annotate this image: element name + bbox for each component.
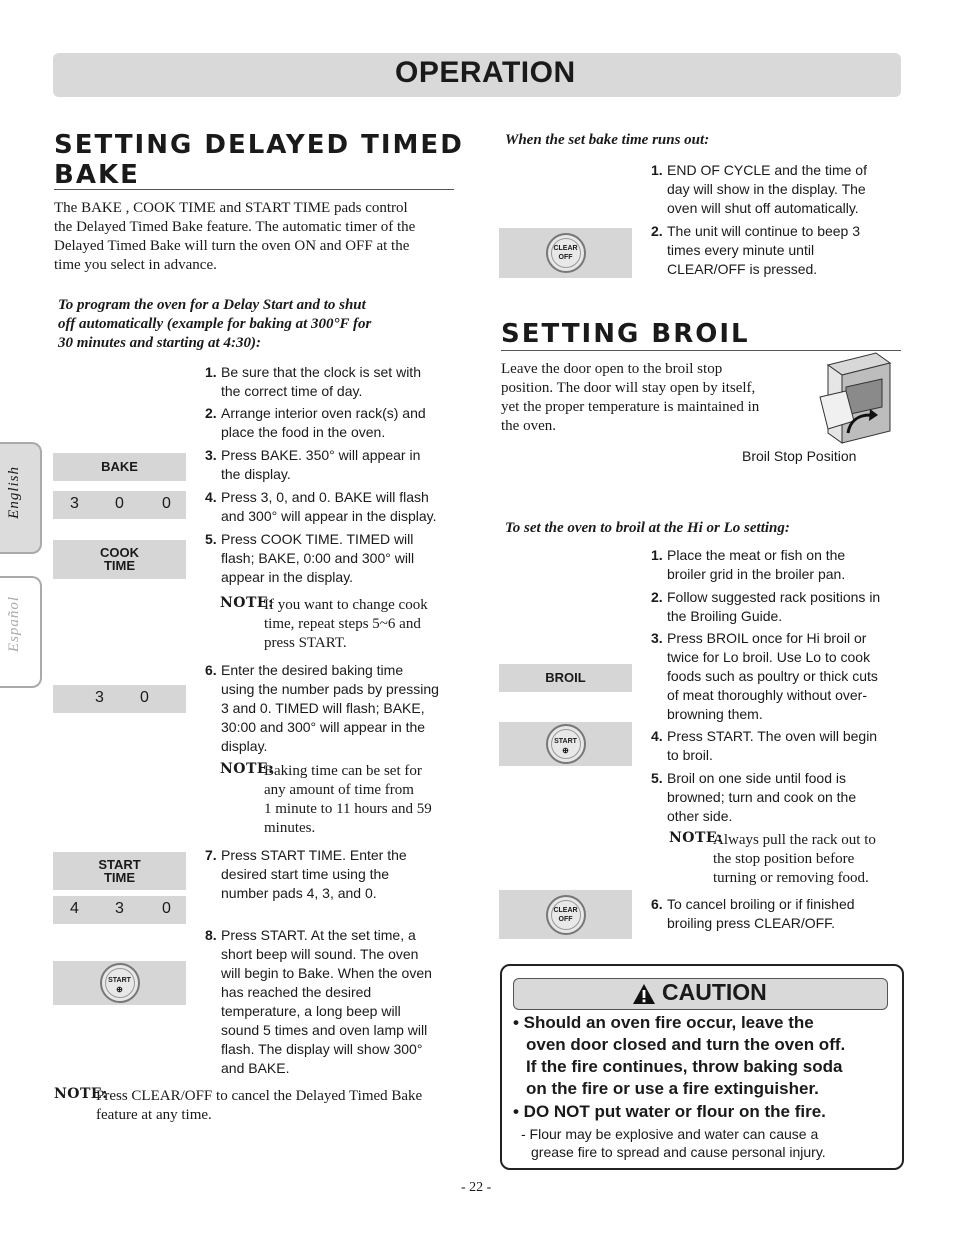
instruction-line: off automatically (example for baking at 300°F for (58, 316, 372, 332)
caution-sub-line: grease fire to spread and cause personal injury. (531, 1144, 826, 1160)
note-line: 1 minute to 11 hours and 59 (264, 801, 432, 817)
clear-label: CLEAR (553, 906, 578, 914)
step-line: to broil. (667, 747, 713, 763)
note-line: Always pull the rack out to (713, 832, 876, 848)
step-line: times every minute until (667, 242, 815, 258)
step-line: flash; BAKE, 0:00 and 300° will (221, 550, 415, 566)
delayed-note-2 (220, 762, 460, 842)
tab-english-label: English (6, 466, 22, 519)
step-line: the correct time of day. (221, 383, 363, 399)
broil-stop-caption: Broil Stop Position (742, 448, 857, 464)
step-line: the display. (221, 466, 291, 482)
intro-line: time you select in advance. (54, 257, 217, 273)
step-line: sound 5 times and oven lamp will (221, 1022, 428, 1038)
step-line: twice for Lo broil. Use Lo to cook (667, 649, 871, 665)
note-label: NOTE: (669, 830, 723, 846)
step-num: 6. (651, 896, 663, 912)
step-line: Arrange interior oven rack(s) and (221, 405, 426, 421)
start-button[interactable] (100, 963, 140, 1003)
intro-line: the Delayed Timed Bake feature. The automatic timer of the (54, 219, 416, 235)
number-pads-30[interactable] (53, 685, 186, 713)
delayed-step-8 (205, 926, 455, 1081)
note-line: any amount of time from (264, 782, 414, 798)
caution-line: If the fire continues, throw baking soda (526, 1057, 843, 1076)
broil-step-5 (651, 769, 906, 829)
caution-bullet-1 (513, 1012, 898, 1100)
step-num: 2. (205, 405, 217, 421)
step-line: Press 3, 0, and 0. BAKE will flash (221, 489, 429, 505)
instruction-line: To program the oven for a Delay Start and to shut (58, 297, 366, 313)
step-line: desired start time using the (221, 866, 390, 882)
note-label: NOTE: (220, 595, 274, 611)
step-line: and 300° will appear in the display. (221, 508, 437, 524)
instruction-line: 30 minutes and starting at 4:30): (58, 335, 261, 351)
delayed-step-2 (205, 404, 455, 444)
step-line: CLEAR/OFF is pressed. (667, 261, 818, 277)
caution-line: oven door closed and turn the oven off. (526, 1035, 846, 1054)
start-button-face (551, 729, 581, 759)
tab-english[interactable] (0, 442, 42, 554)
delayed-note-3 (54, 1087, 464, 1127)
step-line: END OF CYCLE and the time of (667, 162, 867, 178)
broil-intro (501, 360, 801, 436)
step-num: 1. (205, 364, 217, 380)
clear-off-button-face (551, 900, 581, 930)
pad-label: TIME (103, 558, 136, 573)
step-line: number pads 4, 3, and 0. (221, 885, 377, 901)
lock-icon: ⊕ (116, 985, 123, 994)
start-pad[interactable] (53, 961, 186, 1005)
broil-start-pad[interactable] (499, 722, 632, 766)
note-line: press START. (264, 635, 347, 651)
broil-title: SETTING BROIL (501, 319, 750, 349)
step-line: Press START. The oven will begin (667, 728, 878, 744)
caution-line: • Should an oven fire occur, leave the (513, 1013, 814, 1032)
step-num: 7. (205, 847, 217, 863)
step-num: 2. (651, 589, 663, 605)
start-button[interactable] (546, 724, 586, 764)
broil-step-6 (651, 895, 906, 935)
step-line: To cancel broiling or if finished (667, 896, 855, 912)
digit: 3 (95, 689, 104, 706)
step-num: 1. (651, 162, 663, 178)
step-num: 5. (651, 770, 663, 786)
bake-end-heading: When the set bake time runs out: (505, 132, 710, 148)
caution-sub-line: - Flour may be explosive and water can cause a (521, 1126, 819, 1142)
delayed-intro (54, 199, 454, 275)
page-number: - 22 - (461, 1180, 492, 1195)
step-line: the Broiling Guide. (667, 608, 783, 624)
digit: 0 (162, 495, 171, 512)
step-line: display. (221, 738, 268, 754)
step-line: will begin to Bake. When the oven (221, 965, 432, 981)
clear-label: CLEAR (553, 245, 578, 252)
step-line: The unit will continue to beep 3 (667, 223, 861, 239)
delayed-note-1 (220, 596, 460, 656)
step-line: day will show in the display. The (667, 181, 866, 197)
digit: 0 (140, 689, 149, 706)
page-header (53, 53, 901, 97)
clear-off-pad-2[interactable] (499, 890, 632, 939)
step-line: short beep will sound. The oven (221, 946, 419, 962)
step-line: Place the meat or fish on the (667, 547, 846, 563)
caution-line: on the fire or use a fire extinguisher. (526, 1079, 819, 1098)
pad-label: TIME (103, 870, 136, 885)
step-line: browning them. (667, 706, 763, 722)
step-line: broiling press CLEAR/OFF. (667, 915, 836, 931)
intro-line: the oven. (501, 418, 556, 434)
step-line: Press BAKE. 350° will appear in (221, 447, 421, 463)
broil-step-4 (651, 727, 906, 767)
step-line: place the food in the oven. (221, 424, 386, 440)
tab-espanol-label: Español (6, 596, 22, 653)
broil-pad-label: BROIL (545, 670, 586, 685)
delayed-step-7 (205, 846, 455, 906)
intro-line: yet the proper temperature is maintained in (501, 399, 760, 415)
note-line: Baking time can be set for (264, 763, 422, 779)
step-line: Broil on one side until food is (667, 770, 846, 786)
delayed-step-6 (205, 661, 460, 757)
caution-subnote (521, 1125, 826, 1161)
digit: 3 (70, 495, 79, 512)
note-line: the stop position before (713, 851, 855, 867)
step-line: Enter the desired baking time (221, 662, 404, 678)
broil-pad[interactable] (499, 664, 632, 692)
number-pads-430[interactable] (53, 896, 186, 924)
delayed-step-4 (205, 488, 455, 528)
note-label: NOTE: (54, 1086, 108, 1102)
step-line: has reached the desired (221, 984, 372, 1000)
intro-line: Delayed Timed Bake will turn the oven ON and OFF at the (54, 238, 410, 254)
clear-off-button[interactable] (546, 233, 586, 273)
section-rule (54, 189, 454, 190)
step-line: Press START. At the set time, a (221, 927, 416, 943)
step-line: foods such as poultry or thick cuts (667, 668, 878, 684)
number-pads-300[interactable] (53, 491, 186, 519)
delayed-step-3 (205, 446, 455, 486)
oven-broil-stop-illustration (818, 351, 893, 446)
intro-line: The BAKE , COOK TIME and START TIME pads control (54, 200, 408, 216)
delayed-instruction (58, 296, 458, 353)
delayed-title-line1: SETTING DELAYED TIMED (54, 130, 464, 160)
warning-icon (632, 983, 656, 1005)
intro-line: position. The door will stay open by itself, (501, 380, 756, 396)
step-num: 5. (205, 531, 217, 547)
off-label: OFF (558, 915, 573, 923)
note-line: time, repeat steps 5~6 and (264, 616, 421, 632)
step-line: Press COOK TIME. TIMED will (221, 531, 414, 547)
step-num: 3. (205, 447, 217, 463)
step-line: flash. The display will show 300° (221, 1041, 423, 1057)
tab-espanol[interactable] (0, 576, 42, 688)
broil-step-1 (651, 546, 901, 586)
step-line: 3 and 0. TIMED will flash; BAKE, (221, 700, 425, 716)
step-line: appear in the display. (221, 569, 354, 585)
step-line: using the number pads by pressing (221, 681, 439, 697)
step-line: browned; turn and cook on the (667, 789, 857, 805)
step-line: Press BROIL once for Hi broil or (667, 630, 867, 646)
pad-label: START (98, 857, 141, 872)
step-num: 8. (205, 927, 217, 943)
note-line: minutes. (264, 820, 316, 836)
delayed-step-5 (205, 530, 455, 590)
digit: 0 (115, 495, 124, 512)
step-line: other side. (667, 808, 733, 824)
step-line: of meat thoroughly without over- (667, 687, 867, 703)
bake-end-step-1 (651, 161, 901, 221)
bake-end-step-2 (651, 222, 901, 282)
note-line: Press CLEAR/OFF to cancel the Delayed Timed Bake (96, 1088, 423, 1104)
step-num: 4. (651, 728, 663, 744)
broil-instruction: To set the oven to broil at the Hi or Lo setting: (505, 520, 790, 536)
note-line: If you want to change cook (264, 597, 428, 613)
caution-title: CAUTION (662, 979, 767, 1005)
start-button-label: START (554, 738, 577, 745)
note-line: turning or removing food. (713, 870, 869, 886)
cook-time-pad[interactable] (53, 540, 186, 579)
step-line: 30:00 and 300° will appear in the (221, 719, 426, 735)
pad-label: COOK (100, 545, 139, 560)
delayed-title-line2: BAKE (54, 160, 140, 190)
caution-header (513, 978, 888, 1010)
clear-off-pad-1[interactable] (499, 228, 632, 278)
note-line: feature at any time. (96, 1107, 212, 1123)
note-label: NOTE: (220, 761, 274, 777)
step-line: broiler grid in the broiler pan. (667, 566, 846, 582)
step-line: temperature, a long beep will (221, 1003, 401, 1019)
start-button-label: START (108, 977, 131, 984)
broil-step-2 (651, 588, 906, 628)
off-label: OFF (558, 254, 573, 261)
step-line: Follow suggested rack positions in (667, 589, 881, 605)
lock-icon: ⊕ (562, 746, 569, 755)
digit: 3 (115, 900, 124, 917)
step-num: 2. (651, 223, 663, 239)
clear-off-button-face (551, 238, 581, 268)
step-line: Press START TIME. Enter the (221, 847, 407, 863)
broil-step-3 (651, 629, 906, 725)
start-time-pad[interactable] (53, 852, 186, 890)
bake-pad[interactable] (53, 453, 186, 481)
step-line: Be sure that the clock is set with (221, 364, 421, 380)
step-num: 1. (651, 547, 663, 563)
step-num: 4. (205, 489, 217, 505)
start-button-face (105, 968, 135, 998)
page-header-title: OPERATION (395, 56, 576, 89)
digit: 0 (162, 900, 171, 917)
intro-line: Leave the door open to the broil stop (501, 361, 723, 377)
caution-bullet-2: • DO NOT put water or flour on the fire. (513, 1102, 826, 1121)
bake-pad-label: BAKE (101, 459, 138, 474)
step-line: oven will shut off automatically. (667, 200, 859, 216)
clear-off-button[interactable] (546, 895, 586, 935)
delayed-step-1 (205, 363, 455, 403)
step-line: and BAKE. (221, 1060, 290, 1076)
broil-note (669, 831, 904, 891)
step-num: 3. (651, 630, 663, 646)
digit: 4 (70, 900, 79, 917)
step-num: 6. (205, 662, 217, 678)
